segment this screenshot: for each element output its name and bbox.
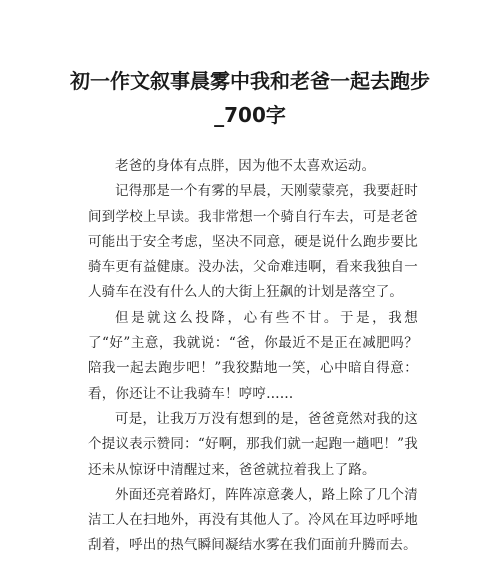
paragraph: 但是就这么投降，心有些不甘。于是，我想了“好”主意，我就说：“爸，你最近不是正在减肥吗？陪我一起去跑步吧！”我狡黠地一笑，心中暗自得意：看，你还让不让我骑车！哼哼…… <box>88 309 418 402</box>
paragraph: 可是，让我万万没有想到的是，爸爸竟然对我的这个提议表示赞同：“好啊，那我们就一起跑一趟吧！”我还未从惊讶中清醒过来，爸爸就拉着我上了路。 <box>88 410 418 478</box>
article-body <box>88 154 418 559</box>
paragraph: 记得那是一个有雾的早晨，天刚蒙蒙亮，我要赶时间到学校上早读。我非常想一个骑自行车去，可是老爸可能出于安全考虑，坚决不同意，硬是说什么跑步要比骑车更有益健康。没办法，父命难违啊，看来我独自一人骑车在没有什么人的大街上狂飙的计划是落空了。 <box>88 183 418 301</box>
paragraph: 外面还亮着路灯，阵阵凉意袭人，路上除了几个清洁工人在扫地外，再没有其他人了。冷风在耳边呼呼地刮着，呼出的热气瞬间凝结水雾在我们面前升腾而去。 <box>88 486 418 554</box>
paragraph: 老爸的身体有点胖，因为他不太喜欢运动。 <box>115 158 376 174</box>
article-title: 初一作文叙事晨雾中我和老爸一起去跑步_700字 <box>70 69 430 127</box>
